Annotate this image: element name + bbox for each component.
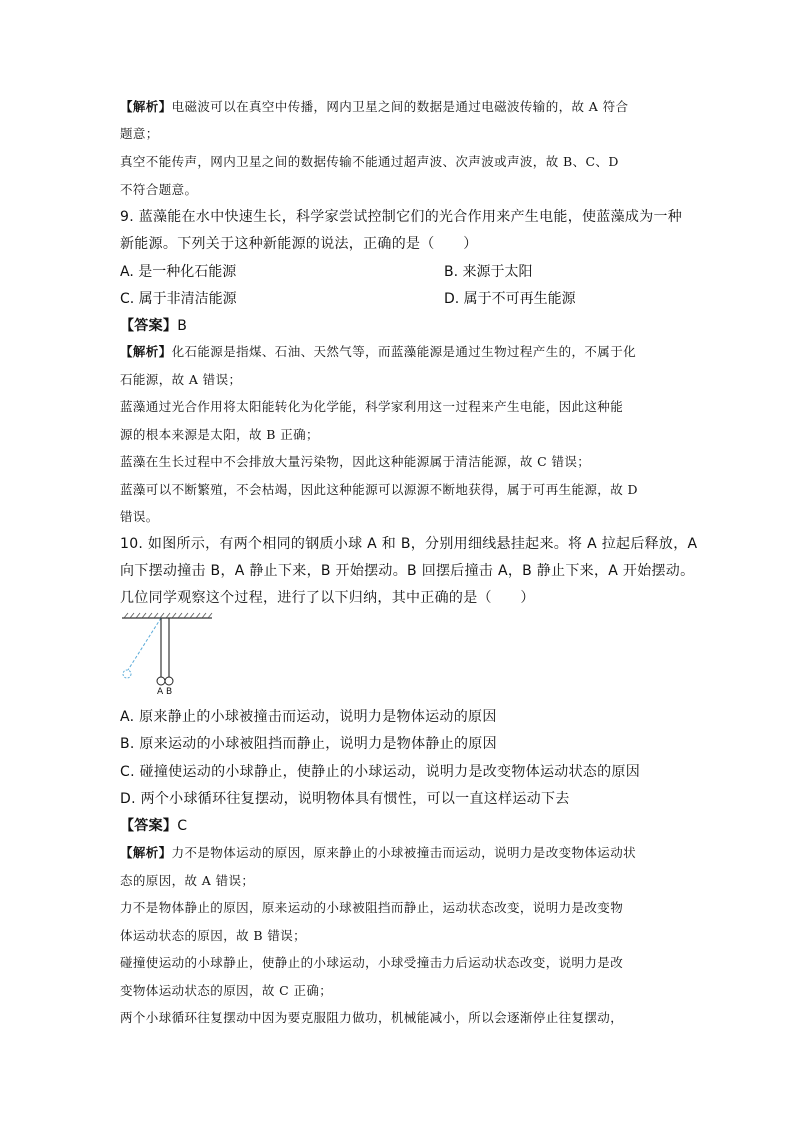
label-b: B [166,687,173,697]
answer-tag: 【答案】 [120,818,178,834]
analysis-tag: 【解析】 [120,344,172,359]
analysis-line: 蓝藻通过光合作用将太阳能转化为化学能，科学家利用这一过程来产生电能，因此这种能 [120,399,624,414]
line-text: 电磁波可以在真空中传播，网内卫星之间的数据是通过电磁波传输的，故 A 符合 [171,99,629,114]
analysis-line: 两个小球循环往复摆动中因为要克服阻力做功，机械能减小，所以会逐渐停止往复摆动， [120,1010,624,1025]
q10-option-b: B. 原来运动的小球被阻挡而静止，说明力是物体静止的原因 [120,736,497,752]
dashed-swing-line [128,618,161,670]
ball-b [165,677,173,685]
question-9-stem: 9. 蓝藻能在水中快速生长，科学家尝试控制它们的光合作用来产生电能，使蓝藻成为一种 [120,209,683,225]
q9-option-a: A. 是一种化石能源 [120,264,237,280]
analysis-line: 错误。 [120,509,159,524]
q10-option-c: C. 碰撞使运动的小球静止，使静止的小球运动，说明力是改变物体运动状态的原因 [120,764,641,780]
answer-value: C [177,818,188,834]
label-a: A [157,687,164,697]
analysis-line [120,843,636,861]
line-text: 化石能源是指煤、石油、天然气等，而蓝藻能源是通过生物过程产生的，不属于化 [171,344,637,359]
analysis-line [120,97,628,115]
question-10-stem: 10. 如图所示，有两个相同的钢质小球 A 和 B，分别用细线悬挂起来。将 A 拉起后释放，A [120,536,698,552]
analysis-line: 题意； [120,126,159,141]
analysis-line: 不符合题意。 [120,182,198,197]
analysis-line: 蓝藻在生长过程中不会排放大量污染物，因此这种能源属于清洁能源，故 C 错误； [120,454,591,469]
analysis-line: 变物体运动状态的原因，故 C 正确； [120,983,333,998]
question-9-stem: 新能源。下列关于这种新能源的说法，正确的是（ ） [120,236,478,252]
question-10-stem: 几位同学观察这个过程，进行了以下归纳，其中正确的是（ ） [120,590,535,606]
analysis-line: 石能源，故 A 错误； [120,372,242,387]
answer-tag: 【答案】 [120,318,178,334]
q9-option-b: B. 来源于太阳 [444,264,533,280]
analysis-line: 源的根本来源是太阳，故 B 正确； [120,427,319,442]
analysis-tag: 【解析】 [120,99,172,114]
question-10-stem: 向下摆动撞击 B，A 静止下来，B 开始摆动。B 回摆后撞击 A，B 静止下来，A 开始摆动。 [120,563,695,579]
answer-line [120,315,187,335]
line-text: 力不是物体运动的原因，原来静止的小球被撞击而运动，说明力是改变物体运动状 [171,845,637,860]
ball-a-raised [123,670,131,678]
ball-a [157,677,165,685]
q9-option-c: C. 属于非清洁能源 [120,291,237,307]
analysis-line: 碰撞使运动的小球静止，使静止的小球运动，小球受撞击力后运动状态改变，说明力是改 [120,955,624,970]
answer-value: B [177,318,188,334]
q9-option-d: D. 属于不可再生能源 [444,291,576,307]
q10-option-d: D. 两个小球循环往复摆动，说明物体具有惯性，可以一直这样运动下去 [120,791,570,807]
analysis-line: 蓝藻可以不断繁殖，不会枯竭，因此这种能源可以源源不断地获得，属于可再生能源，故 D [120,482,638,497]
q10-option-a: A. 原来静止的小球被撞击而运动，说明力是物体运动的原因 [120,709,497,725]
analysis-line: 真空不能传声，网内卫星之间的数据传输不能通过超声波、次声波或声波，故 B、C、D [120,154,619,169]
answer-line [120,815,187,835]
analysis-line [120,342,636,360]
pendulum-figure [120,610,220,700]
analysis-line: 态的原因，故 A 错误； [120,873,255,888]
analysis-line: 力不是物体静止的原因，原来运动的小球被阻挡而静止，运动状态改变，说明力是改变物 [120,900,624,915]
analysis-tag: 【解析】 [120,845,172,860]
analysis-line: 体运动状态的原因，故 B 错误； [120,928,307,943]
